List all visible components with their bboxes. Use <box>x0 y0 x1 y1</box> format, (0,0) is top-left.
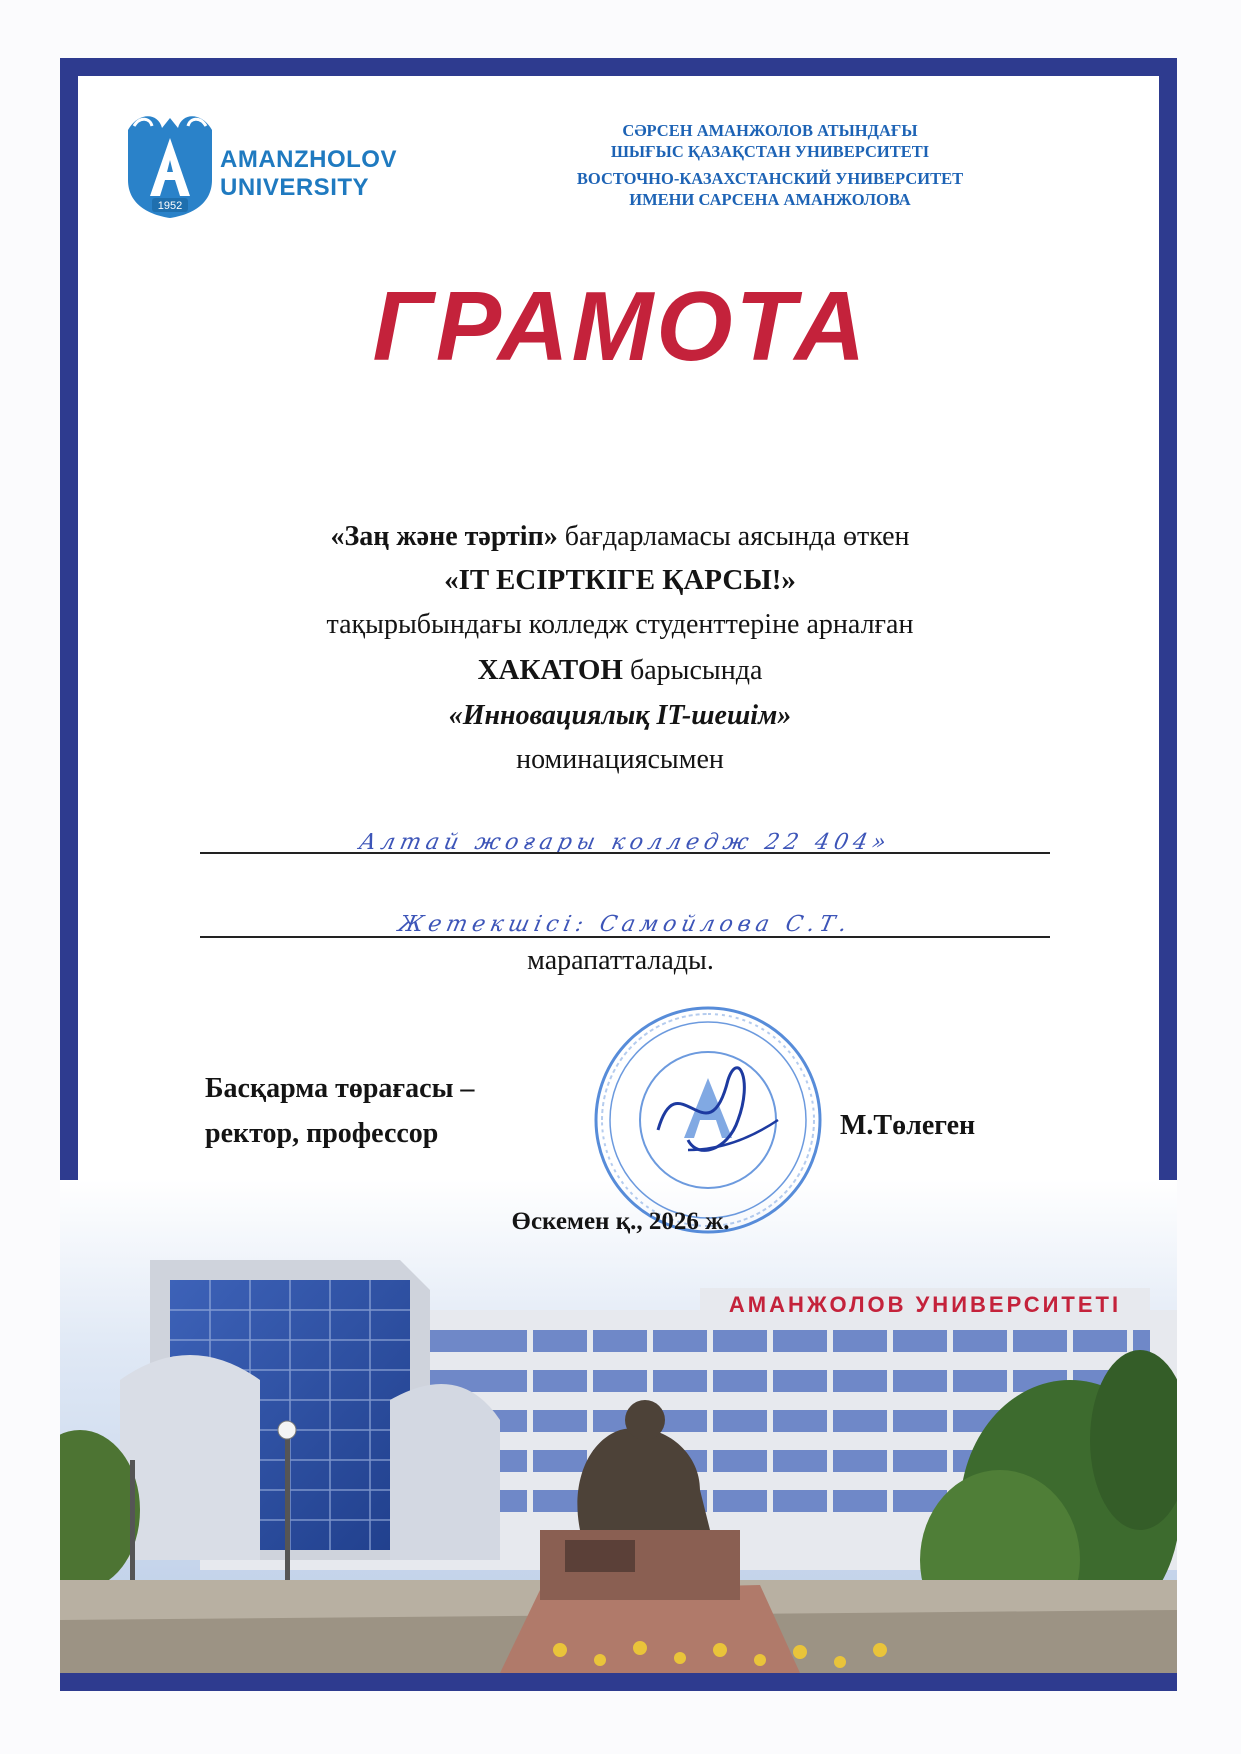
logo-line2: UNIVERSITY <box>220 174 370 201</box>
hackathon-label: ХАКАТОН <box>477 654 623 686</box>
awarded-text: марапатталады. <box>527 945 714 976</box>
body-line-4 <box>150 651 1090 690</box>
recipient-line <box>200 852 1050 854</box>
signatory-name: М.Төлеген <box>840 1110 976 1141</box>
logo-line1: AMANZHOLOV <box>220 146 397 173</box>
header-ru-line2: ИМЕНИ САРСЕНА АМАНЖОЛОВА <box>629 190 911 209</box>
building-sign: АМАНЖОЛОВ УНИВЕРСИТЕТІ <box>728 1292 1122 1317</box>
header-ru-line1: ВОСТОЧНО-КАЗАХСТАНСКИЙ УНИВЕРСИТЕТ <box>576 169 964 188</box>
university-header <box>510 120 1030 210</box>
header-kz-line1: СӘРСЕН АМАНЖОЛОВ АТЫНДАҒЫ <box>622 121 918 140</box>
body-line-4-rest: барысында <box>623 655 763 686</box>
signatory-position-line1: Басқарма төрағасы – <box>205 1073 475 1104</box>
body-line-6: номинациясымен <box>516 744 724 775</box>
signatory-position <box>205 1066 474 1156</box>
place-and-date: Өскемен қ., 2026 ж. <box>511 1208 730 1235</box>
event-name: «IT ЕСІРТКІГЕ ҚАРСЫ!» <box>444 564 796 596</box>
header-kz-line2: ШЫҒЫС ҚАЗАҚСТАН УНИВЕРСИТЕТІ <box>610 142 930 161</box>
program-name: «Заң және тәртіп» <box>330 521 558 552</box>
logo-emblem-icon <box>120 110 220 220</box>
logo-wordmark <box>220 146 397 202</box>
nomination-name: «Инновациялық IT-шешім» <box>448 700 792 731</box>
body-line-1 <box>150 518 1090 556</box>
university-building-photo <box>60 1180 1177 1673</box>
supervisor-line <box>200 936 1050 938</box>
university-logo <box>120 110 420 220</box>
body-line-1-rest: бағдарламасы аясында өткен <box>557 521 910 552</box>
signatory-position-line2: ректор, профессор <box>205 1118 439 1149</box>
body-line-3: тақырыбындағы колледж студенттеріне арналған <box>326 609 914 640</box>
certificate-title: ГРАМОТА <box>372 271 869 381</box>
logo-year: 1952 <box>157 200 183 212</box>
recipient-handwritten: Алтай жоғары колледж 22 404» <box>356 830 894 855</box>
university-stamp <box>588 1000 828 1240</box>
supervisor-handwritten: Жетекшісі: Самойлова С.Т. <box>395 912 854 937</box>
